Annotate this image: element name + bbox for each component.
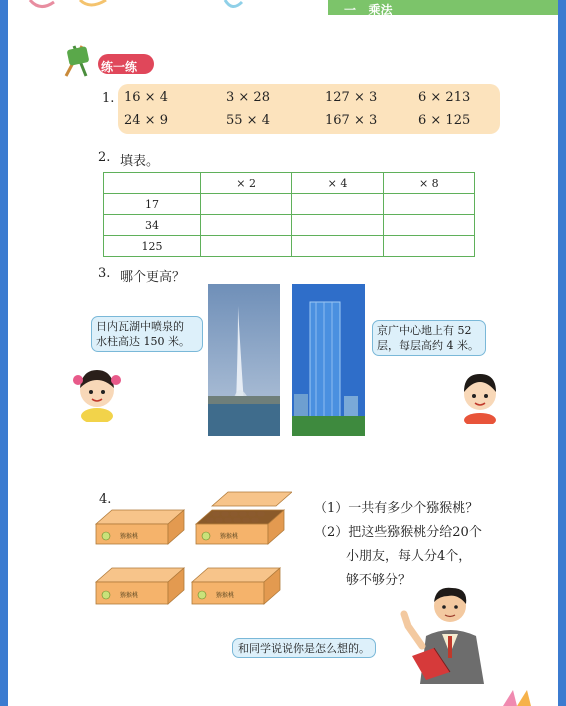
- q1-expression: 6 × 213: [418, 90, 471, 105]
- subquestion-number: （2）: [314, 525, 349, 540]
- corner-decoration-icon: [503, 688, 531, 706]
- subquestion-text: 把这些猕猴桃分给20个: [348, 525, 482, 540]
- subquestion-number: （1）: [314, 501, 349, 516]
- box-label: 猕猴桃: [220, 533, 239, 540]
- table-blank-cell[interactable]: [292, 194, 383, 215]
- q1-expression: 6 × 125: [418, 113, 471, 128]
- table-cell: 125: [104, 236, 201, 257]
- q1-expression: 127 × 3: [325, 90, 378, 105]
- table-header-cell: × 2: [200, 173, 291, 194]
- fountain-photo: [208, 284, 280, 436]
- box-label: 猕猴桃: [120, 592, 139, 599]
- table-header-row: [104, 173, 475, 194]
- q1-number: 1.: [102, 91, 115, 106]
- table-row: [104, 236, 475, 257]
- kiwi-box-open: [196, 492, 292, 544]
- kiwi-box-closed: [96, 568, 184, 604]
- kiwi-box-closed: [192, 568, 280, 604]
- kiwi-box-closed: [96, 510, 184, 544]
- q1-expression: 55 × 4: [226, 113, 270, 128]
- bubble-line: 层，每层高约 4 米。: [377, 339, 479, 352]
- teacher-speech-bubble: [232, 638, 376, 658]
- q4-subquestion-2: [314, 521, 482, 540]
- unit-title: 一 乘法: [344, 3, 393, 17]
- q4-number: 4.: [99, 492, 112, 507]
- page-frame-left: [0, 0, 8, 706]
- table-blank-cell[interactable]: [292, 215, 383, 236]
- kiwi-boxes-illustration: [92, 490, 292, 610]
- subquestion-text: 一共有多少个猕猴桃？: [348, 501, 479, 516]
- page-frame-right: [558, 0, 566, 706]
- tower-speech-bubble: [372, 320, 486, 356]
- table-blank-cell[interactable]: [383, 236, 474, 257]
- bubble-line: 水柱高达 150 米。: [96, 335, 190, 348]
- table-cell: 34: [104, 215, 201, 236]
- q3-number: 3.: [98, 266, 111, 281]
- table-header-cell: × 4: [292, 173, 383, 194]
- subquestion-text: 小朋友，每人分4个，: [346, 549, 472, 564]
- q1-expression: 24 × 9: [124, 113, 168, 128]
- q2-prompt: 填表。: [120, 154, 160, 169]
- multiplication-table: [103, 172, 475, 257]
- table-blank-cell[interactable]: [383, 194, 474, 215]
- box-label: 猕猴桃: [216, 592, 235, 599]
- fountain-speech-bubble: [91, 316, 203, 352]
- q1-expression: 16 × 4: [124, 90, 168, 105]
- table-blank-cell[interactable]: [383, 215, 474, 236]
- subquestion-text: 够不够分？: [346, 573, 412, 588]
- table-header-cell: [104, 173, 201, 194]
- q4-subquestion-1: [314, 497, 478, 516]
- table-blank-cell[interactable]: [200, 194, 291, 215]
- bubble-line: 京广中心地上有 52: [377, 324, 472, 337]
- table-blank-cell[interactable]: [292, 236, 383, 257]
- table-row: [104, 194, 475, 215]
- section-title: 练一练: [101, 60, 138, 74]
- box-label: 猕猴桃: [120, 533, 139, 540]
- table-header-cell: × 8: [383, 173, 474, 194]
- bubble-line: 日内瓦湖中喷泉的: [96, 320, 184, 333]
- q2-number: 2.: [98, 150, 111, 165]
- q1-expression: 167 × 3: [325, 113, 378, 128]
- girl-character-icon: [70, 362, 124, 422]
- tower-photo: [292, 284, 365, 436]
- q3-prompt: 哪个更高？: [120, 270, 186, 285]
- table-blank-cell[interactable]: [200, 215, 291, 236]
- teacher-character-icon: [398, 574, 502, 684]
- table-blank-cell[interactable]: [200, 236, 291, 257]
- table-row: [104, 215, 475, 236]
- boy-character-icon: [456, 368, 504, 424]
- table-cell: 17: [104, 194, 201, 215]
- top-decoration: [20, 0, 250, 14]
- teacher-bubble-text: 和同学说说你是怎么想的。: [238, 642, 370, 655]
- q1-expression: 3 × 28: [226, 90, 270, 105]
